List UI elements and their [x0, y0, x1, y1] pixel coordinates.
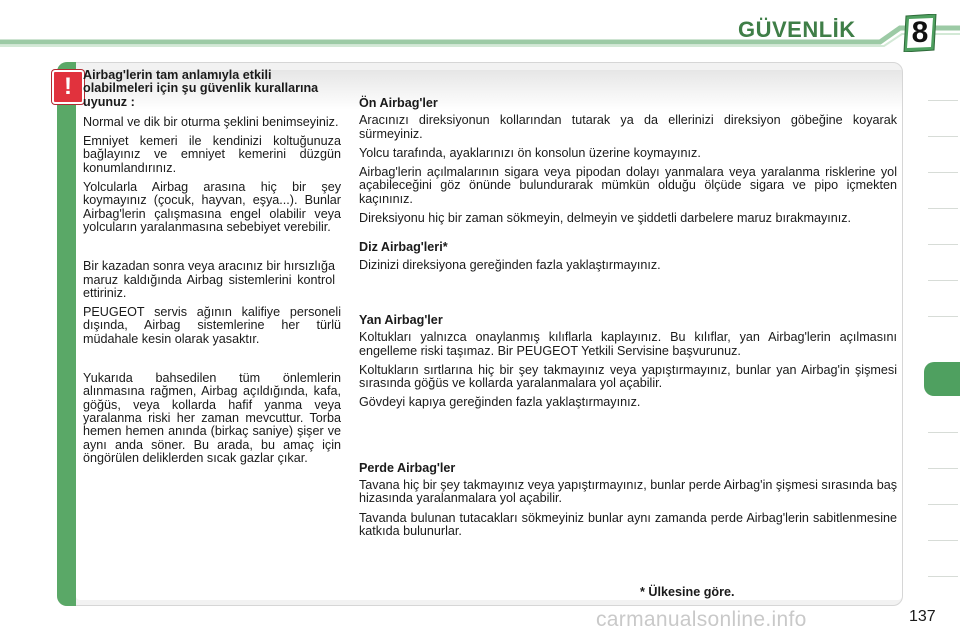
paragraph: Koltukları yalnızca onaylanmış kılıflarla kaplayınız. Bu kılıflar, yan Airbag'lerin açılmasını engelleme riski taşımaz. Bir PEUGEOT Yetkili Servisine başvurunuz.	[359, 330, 897, 358]
front-airbags-heading: Ön Airbag'ler	[359, 96, 438, 110]
chapter-tab[interactable]	[928, 174, 958, 209]
chapter-tab[interactable]	[928, 434, 958, 469]
paragraph: Koltukların sırtlarına hiç bir şey takmayınız veya yapıştırmayınız, bunlar yan Airbag'in şişmesi sırasında göğüs ve kollarda yaralanmalara yol açabilir.	[359, 362, 897, 391]
knee-airbags-heading: Diz Airbag'leri*	[359, 240, 448, 255]
chapter-tab[interactable]	[928, 102, 958, 137]
chapter-tab[interactable]	[928, 210, 958, 245]
watermark: carmanualsonline.info	[596, 608, 807, 631]
paragraph: Tavanda bulunan tutacakları sökmeyiniz bunlar aynı zamanda perde Airbag'lerin sabitlenmesine katkıda bulunurlar.	[359, 510, 897, 538]
panel-accent-stripe	[57, 62, 76, 606]
paragraph: Bir kazadan sonra veya aracınız bir hırsızlığa maruz kaldığında Airbag sistemlerini kontrol ettiriniz.	[83, 259, 335, 300]
paragraph: Yukarıda bahsedilen tüm önlemlerin alınmasına rağmen, Airbag açıldığında, kafa, göğüs, veya kollarda hafif yanma veya yaralanma riski her zaman mevcuttur. Torba hemen hemen anında (birkaç saniye) şişer ve aynı anda söner. Bu arada, bu amaç için öngörülen deliklerden sıcak gazlar çıkar.	[83, 371, 341, 465]
page-number: 137	[909, 608, 936, 625]
section-title: GÜVENLİK	[738, 17, 856, 42]
chapter-tab[interactable]	[928, 470, 958, 505]
side-airbags-heading: Yan Airbag'ler	[359, 312, 443, 327]
curtain-airbags-heading: Perde Airbag'ler	[359, 460, 456, 475]
paragraph: Emniyet kemeri ile kendinizi koltuğunuza bağlayınız ve emniyet kemerini düzgün konumlandırınız.	[83, 134, 341, 175]
right-column	[359, 97, 897, 544]
warning-icon: !	[52, 70, 84, 104]
paragraph: Yolcu tarafında, ayaklarınızı ön konsolun üzerine koymayınız.	[359, 145, 701, 160]
chapter-tab-active[interactable]	[924, 362, 960, 396]
paragraph: Tavana hiç bir şey takmayınız veya yapıştırmayınız, bunlar perde Airbag'in şişmesi sırasında baş hizasında yaralanmalara yol açabilir.	[359, 478, 897, 506]
chapter-tab-strip	[924, 66, 960, 581]
chapter-tab[interactable]	[928, 246, 958, 281]
paragraph: Yolcularla Airbag arasına hiç bir şey koymayınız (çocuk, hayvan, eşya...). Bunlar Airbag'lerin çalışmasına engel olabilir veya yolcuların yaralanmasına sebebiyet verebilir.	[83, 180, 341, 234]
chapter-number: 8	[911, 16, 929, 49]
chapter-tab[interactable]	[928, 506, 958, 541]
chapter-tab[interactable]	[928, 138, 958, 173]
chapter-tab[interactable]	[928, 282, 958, 317]
paragraph: Normal ve dik bir oturma şeklini benimseyiniz.	[83, 114, 339, 129]
chapter-tab[interactable]	[928, 542, 958, 577]
paragraph: Direksiyonu hiç bir zaman sökmeyin, delmeyin ve şiddetli darbelere maruz bırakmayınız.	[359, 211, 852, 226]
paragraph: Airbag'lerin açılmalarının sigara veya pipodan dolayı yanmalara veya yaralanma risklerine yol açabileceğini göz önünde bulundurarak mümkün olduğu ölçüde sigara ve pipo içmekten kaçınınız.	[359, 165, 897, 206]
chapter-tab[interactable]	[928, 398, 958, 433]
footnote: * Ülkesine göre.	[640, 585, 735, 599]
left-column	[83, 69, 341, 471]
paragraph: Gövdeyi kapıya gereğinden fazla yaklaştırmayınız.	[359, 395, 641, 410]
safety-rules-heading: Airbag'lerin tam anlamıyla etkili olabilmeleri için şu güvenlik kurallarına uyunuz :	[83, 68, 319, 109]
paragraph: Aracınızı direksiyonun kollarından tutarak ya da ellerinizi direksiyon göbeğine koyarak sürmeyiniz.	[359, 113, 897, 141]
paragraph: Dizinizi direksiyona gereğinden fazla yaklaştırmayınız.	[359, 257, 661, 272]
paragraph: PEUGEOT servis ağının kalifiye personeli dışında, Airbag sistemlerine her türlü müdahale kesin olarak yasaktır.	[83, 305, 341, 346]
chapter-tab[interactable]	[928, 66, 958, 101]
